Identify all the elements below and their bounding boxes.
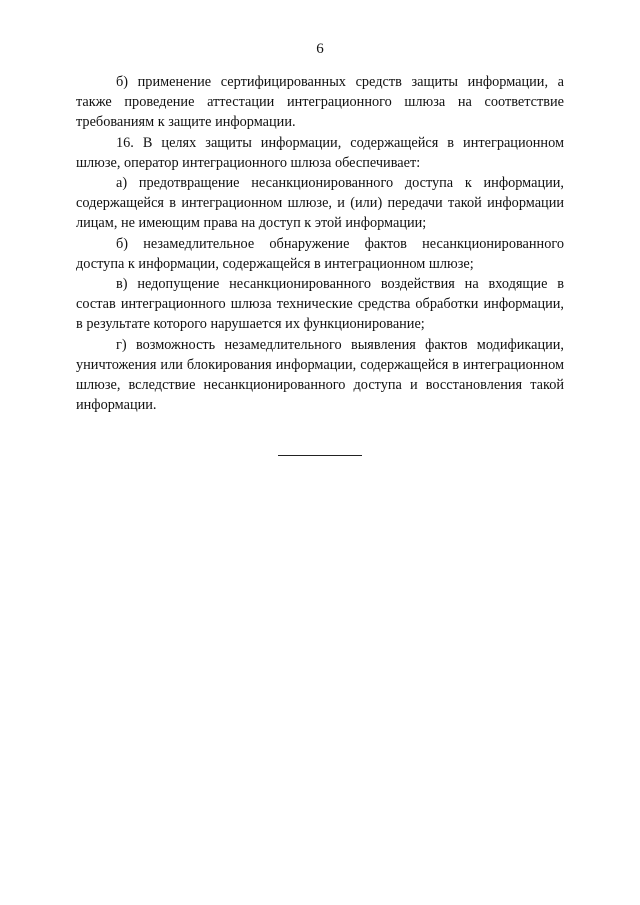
end-of-document-separator (278, 455, 362, 456)
paragraph-b-detect-unauthorized-access: б) незамедлительное обнаружение фактов несанкционированного доступа к информации, содержащейся в интеграционном шлюзе; (76, 235, 564, 272)
page-number: 6 (316, 41, 324, 57)
paragraph-b-certified-means: б) применение сертифицированных средств защиты информации, а также проведение аттестации интеграционного шлюза на соответствие требованиям к защите информации. (76, 74, 564, 131)
paragraph-16-protection-measures: 16. В целях защиты информации, содержащейся в интеграционном шлюзе, оператор интеграционного шлюза обеспечивает: (76, 134, 564, 171)
paragraph-a-prevent-unauthorized-access: а) предотвращение несанкционированного доступа к информации, содержащейся в интеграционном шлюзе, и (или) передачи такой информации лицам, не имеющим права на доступ к этой информации; (76, 175, 564, 232)
paragraph-v-prevent-impact: в) недопущение несанкционированного воздействия на входящие в состав интеграционного шлюза технические средства обработки информации, в результате которого нарушается их функционирование; (76, 276, 564, 333)
document-body (76, 72, 564, 415)
paragraph-g-detect-modification: г) возможность незамедлительного выявления фактов модификации, уничтожения или блокирования информации, содержащейся в интеграционном шлюзе, вследствие несанкционированного доступа и восстановления такой информации. (76, 336, 564, 414)
